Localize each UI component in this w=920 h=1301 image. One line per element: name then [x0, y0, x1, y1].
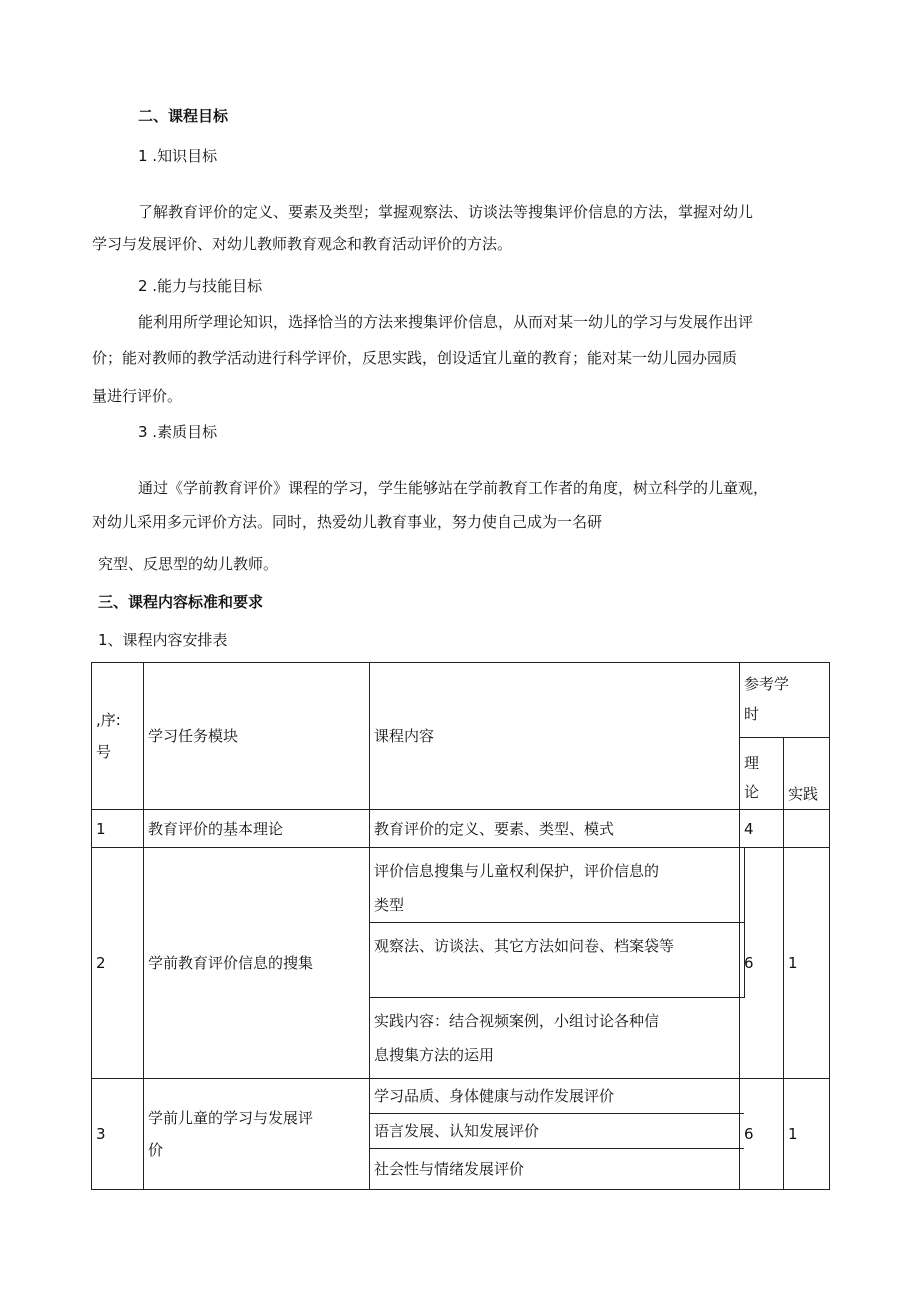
module-line: 价	[148, 1141, 164, 1159]
content-line: 观察法、访谈法、其它方法如问卷、档案袋等	[374, 937, 675, 955]
row1-content: 教育评价的定义、要素、类型、模式	[370, 810, 740, 848]
row3-content	[370, 1079, 740, 1190]
row3-content-item: 语言发展、认知发展评价	[370, 1114, 744, 1149]
knowledge-goal-title: 1 .知识目标	[138, 147, 218, 165]
quality-goal-title: 3 .素质目标	[138, 423, 218, 441]
text-line: 对幼儿采用多元评价方法。同时，热爱幼儿教育事业，努力使自己成为一名研	[92, 513, 603, 531]
header-hours-line: 时	[744, 705, 760, 723]
header-seq-line: ,序:	[96, 711, 121, 729]
header-theory-line: 论	[744, 782, 760, 801]
header-seq	[92, 663, 144, 810]
text-line: 了解教育评价的定义、要素及类型；掌握观察法、访谈法等搜集评价信息的方法，掌握对幼儿	[138, 203, 754, 221]
header-seq-line: 号	[96, 743, 112, 761]
text-line: 能利用所学理论知识，选择恰当的方法来搜集评价信息，从而对某一幼儿的学习与发展作出评	[138, 313, 754, 331]
section2-heading: 二、课程目标	[138, 107, 229, 125]
text-line: 究型、反思型的幼儿教师。	[98, 555, 279, 573]
row1-seq: 1	[92, 810, 144, 848]
header-theory	[740, 738, 784, 810]
row2-content	[370, 848, 740, 1079]
quality-goal-text-cont	[92, 506, 792, 538]
row2-theory: 6	[740, 848, 784, 1079]
course-content-table	[91, 662, 830, 1190]
text-line: 价；能对教师的教学活动进行科学评价，反思实践，创设适宜儿童的教育；能对某一幼儿园办园质	[92, 349, 738, 367]
row1-module: 教育评价的基本理论	[144, 810, 370, 848]
row2-content-item	[370, 998, 739, 1078]
table-row	[92, 1079, 830, 1190]
table-row	[92, 848, 830, 1079]
text-line: 学习与发展评价、对幼儿教师教育观念和教育活动评价的方法。	[92, 235, 513, 253]
row2-practice: 1	[784, 848, 830, 1079]
row2-module: 学前教育评价信息的搜集	[144, 848, 370, 1079]
row3-practice: 1	[784, 1079, 830, 1190]
ability-goal-text	[138, 306, 838, 338]
content-line: 评价信息搜集与儿童权利保护，评价信息的	[374, 862, 660, 880]
ability-goal-text-cont	[92, 342, 792, 412]
section3-subheading: 1、课程内容安排表	[98, 631, 228, 649]
row2-content-item	[370, 848, 745, 923]
knowledge-goal-text-cont	[92, 228, 792, 260]
row1-practice	[784, 810, 830, 848]
header-module: 学习任务模块	[144, 663, 370, 810]
row2-content-item	[370, 923, 745, 998]
header-content: 课程内容	[370, 663, 740, 810]
content-line: 类型	[374, 896, 405, 914]
table-row	[92, 810, 830, 848]
text-line: 量进行评价。	[92, 387, 183, 405]
knowledge-goal-text	[138, 196, 838, 228]
content-line: 实践内容：结合视频案例，小组讨论各种信	[374, 1012, 660, 1030]
header-practice: 实践	[784, 738, 830, 810]
quality-goal-text-end	[98, 548, 798, 580]
header-hours-line: 参考学	[744, 675, 790, 693]
row3-seq: 3	[92, 1079, 144, 1190]
header-theory-line: 理	[744, 753, 760, 772]
content-line: 息搜集方法的运用	[374, 1046, 495, 1064]
row2-seq: 2	[92, 848, 144, 1079]
row3-theory: 6	[740, 1079, 784, 1190]
quality-goal-text	[138, 472, 838, 504]
text-line: 通过《学前教育评价》课程的学习，学生能够站在学前教育工作者的角度，树立科学的儿童观，	[138, 479, 769, 497]
row3-module	[144, 1079, 370, 1190]
module-line: 学前儿童的学习与发展评	[148, 1109, 314, 1127]
row3-content-item: 社会性与情绪发展评价	[374, 1160, 525, 1178]
header-hours	[740, 663, 830, 738]
row3-content-item: 学习品质、身体健康与动作发展评价	[370, 1079, 744, 1114]
table-header-row	[92, 663, 830, 738]
section3-heading: 三、课程内容标准和要求	[98, 593, 264, 611]
row1-theory: 4	[740, 810, 784, 848]
ability-goal-title: 2 .能力与技能目标	[138, 277, 263, 295]
